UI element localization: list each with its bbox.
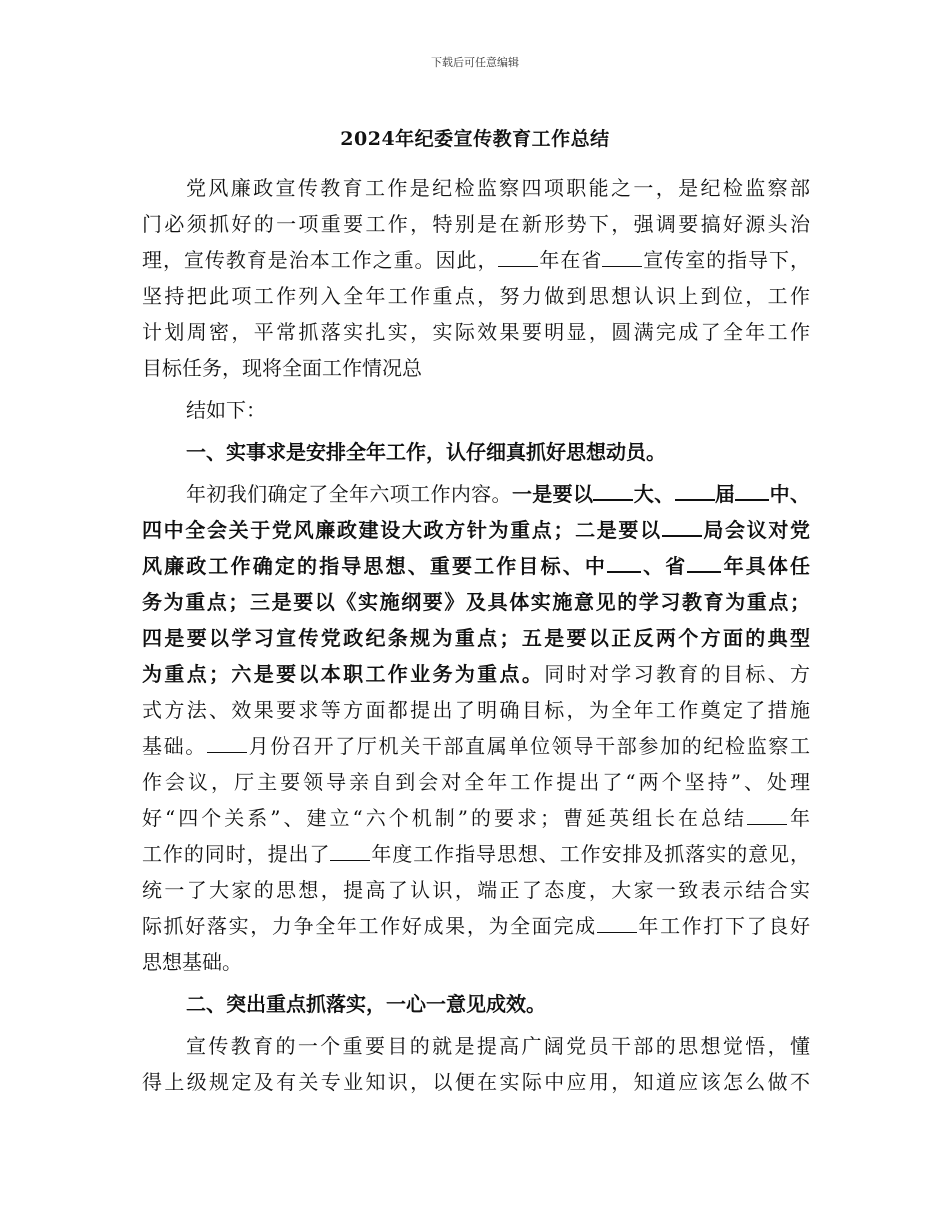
blank-underline	[593, 477, 633, 501]
bold-run: 年具体任	[721, 554, 810, 578]
text-line: 计划周密，平常抓落实扎实，实际效果要明显，圆满完成了全年工作	[142, 320, 810, 344]
text-run: 工作的同时，提出了	[142, 842, 331, 866]
blank-underline	[747, 802, 787, 825]
text-line: 党风廉政宣传教育工作是纪检监察四项职能之一，是纪检监察部	[186, 176, 810, 200]
text-line: 式方法、效果要求等方面都提出了明确目标，为全年工作奠定了措施	[142, 698, 810, 722]
blank-underline	[498, 244, 538, 267]
section-heading-2: 二、突出重点抓落实，一心一意见成效。	[186, 992, 546, 1016]
text-line: 务为重点；三是要以《实施纲要》及具体实施意见的学习教育为重点；	[142, 590, 810, 614]
document-body	[142, 170, 810, 1100]
text-line: 结如下：	[186, 398, 266, 422]
blank-underline	[330, 838, 370, 861]
text-line: 作会议，厅主要领导亲自到会对全年工作提出了“两个坚持”、处理	[142, 770, 810, 794]
header-note: 下载后可任意编辑	[431, 56, 519, 69]
text-line	[142, 836, 810, 872]
text-line: 四是要以学习宣传党政纪条规为重点；五是要以正反两个方面的典型	[142, 626, 810, 650]
text-line: 门必须抓好的一项重要工作，特别是在新形势下，强调要搞好源头治	[142, 212, 810, 236]
text-run: 同时对学习教育的目标、方	[544, 662, 810, 686]
text-run: 年工作打下了良好	[636, 914, 810, 938]
bold-run: 局会议对党	[701, 518, 810, 542]
bold-run: 大、	[633, 482, 675, 506]
text-line	[142, 908, 810, 944]
text-line: 得上级规定及有关专业知识，以便在实际中应用，知道应该怎么做不	[142, 1070, 810, 1094]
text-run: 年度工作指导思想、工作安排及抓落实的意见，	[370, 842, 810, 866]
bold-run: 、省	[641, 554, 688, 578]
text-line: 宣传教育的一个重要目的就是提高广阔党员干部的思想觉悟，懂	[186, 1034, 810, 1058]
text-run: 宣传室的指导下，	[642, 248, 810, 272]
paragraph-section-1	[142, 476, 810, 980]
text-line	[142, 242, 810, 278]
text-line	[142, 548, 810, 584]
text-line: 坚持把此项工作列入全年工作重点，努力做到思想认识上到位，工作	[142, 284, 810, 308]
blank-underline	[597, 910, 637, 933]
text-line	[142, 728, 810, 764]
text-line: 统一了大家的思想，提高了认识，端正了态度，大家一致表示结合实	[142, 878, 810, 902]
section-heading-1: 一、实事求是安排全年工作，认仔细真抓好思想动员。	[186, 440, 666, 464]
blank-underline	[675, 477, 715, 501]
bold-run: 风廉政工作确定的指导思想、重要工作目标、中	[142, 554, 607, 578]
text-run: 基础。	[142, 734, 207, 758]
blank-underline	[662, 513, 702, 537]
paragraph-intro	[142, 170, 810, 428]
bold-run: 中、	[769, 482, 810, 506]
text-line	[142, 476, 810, 512]
blank-underline	[687, 549, 721, 573]
paragraph-section-2	[142, 1028, 810, 1100]
bold-run: 届	[714, 482, 736, 506]
text-run: 月份召开了厅机关干部直属单位领导干部参加的纪检监察工	[246, 734, 810, 758]
blank-underline	[607, 549, 641, 573]
bold-run: 为重点；六是要以本职工作业务为重点。	[142, 662, 545, 686]
blank-underline	[207, 730, 247, 753]
text-line: 目标任务，现将全面工作情况总	[142, 356, 422, 380]
text-run: 年初我们确定了全年六项工作内容。	[186, 482, 512, 506]
text-run: 理，宣传教育是治本工作之重。因此，	[142, 248, 499, 272]
bold-run: 一是要以	[511, 482, 594, 506]
text-run: 好“四个关系”、建立“六个机制”的要求；曹延英组长在总结	[142, 806, 747, 830]
text-run: 年	[787, 806, 810, 830]
text-run: 年在省	[538, 248, 603, 272]
blank-underline	[735, 477, 769, 501]
document-title: 2024年纪委宣传教育工作总结	[340, 128, 610, 150]
bold-run: 四中全会关于党风廉政建设大政方针为重点；二是要以	[142, 518, 662, 542]
text-line: 思想基础。	[142, 950, 242, 974]
blank-underline	[602, 244, 642, 267]
text-run: 际抓好落实，力争全年工作好成果，为全面完成	[142, 914, 597, 938]
text-line	[142, 512, 810, 548]
text-line	[142, 656, 810, 692]
text-line	[142, 800, 810, 836]
